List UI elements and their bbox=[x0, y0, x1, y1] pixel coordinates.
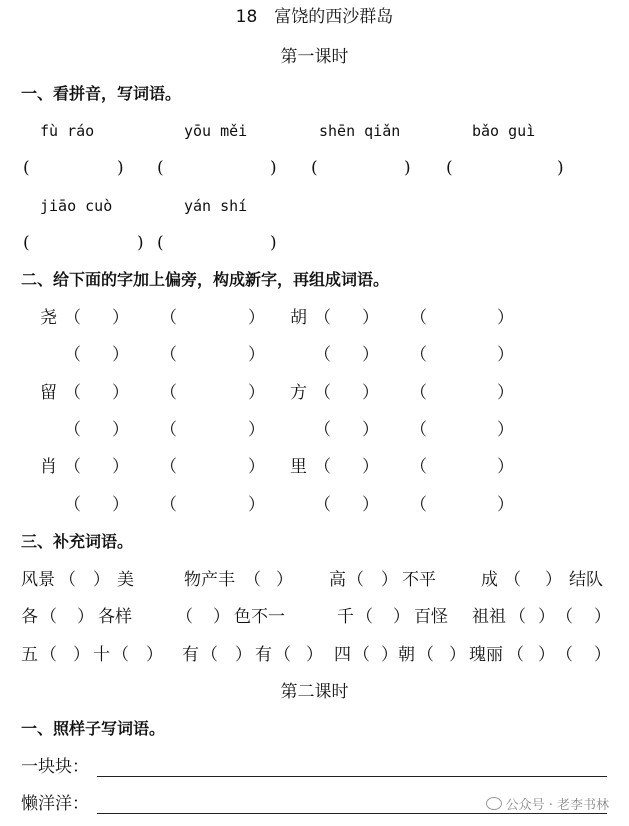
pinyin-5: jiāo cuò bbox=[40, 197, 113, 215]
answer-blank: ( bbox=[23, 158, 30, 178]
answer-blank: ) bbox=[270, 158, 277, 178]
base-character: 胡 bbox=[290, 308, 307, 328]
section-three-heading: 三、补充词语。 bbox=[21, 532, 134, 551]
pinyin-3: shēn qiǎn bbox=[319, 122, 401, 140]
answer-blank: ( bbox=[157, 233, 164, 253]
pinyin-6: yán shí bbox=[184, 197, 248, 215]
answer-blank: ( bbox=[23, 233, 30, 253]
answer-blank: ) bbox=[404, 158, 411, 178]
wechat-icon bbox=[486, 797, 502, 810]
page-title: 18 富饶的西沙群岛 bbox=[235, 7, 394, 27]
answer-line bbox=[97, 776, 607, 777]
section-two-heading: 二、给下面的字加上偏旁，构成新字，再组成词语。 bbox=[21, 270, 390, 289]
base-character: 肖 bbox=[40, 457, 57, 477]
pinyin-4: bǎo guì bbox=[472, 122, 536, 140]
answer-blank: ) bbox=[270, 233, 277, 253]
answer-blank: ( bbox=[311, 158, 318, 178]
watermark: 公众号 · 老李书林 bbox=[486, 797, 609, 812]
base-character: 方 bbox=[290, 383, 307, 403]
base-character: 留 bbox=[40, 383, 57, 403]
pinyin-2: yōu měi bbox=[184, 122, 248, 140]
section-one-heading: 一、看拼音，写词语。 bbox=[21, 84, 182, 103]
answer-line bbox=[97, 813, 607, 814]
base-character: 尧 bbox=[40, 308, 57, 328]
lesson-two-title: 第二课时 bbox=[280, 682, 349, 702]
answer-blank: ) bbox=[137, 233, 144, 253]
example-word-label: 一块块： bbox=[21, 757, 89, 777]
example-word-label: 懒洋洋： bbox=[21, 794, 89, 814]
answer-blank: ) bbox=[117, 158, 124, 178]
answer-blank: ( bbox=[446, 158, 453, 178]
base-character: 里 bbox=[290, 457, 307, 477]
lesson-one-title: 第一课时 bbox=[280, 47, 349, 67]
answer-blank: ) bbox=[557, 158, 564, 178]
answer-blank: ( bbox=[157, 158, 164, 178]
lesson-two-heading: 一、照样子写词语。 bbox=[21, 719, 166, 738]
pinyin-1: fù ráo bbox=[40, 122, 95, 140]
